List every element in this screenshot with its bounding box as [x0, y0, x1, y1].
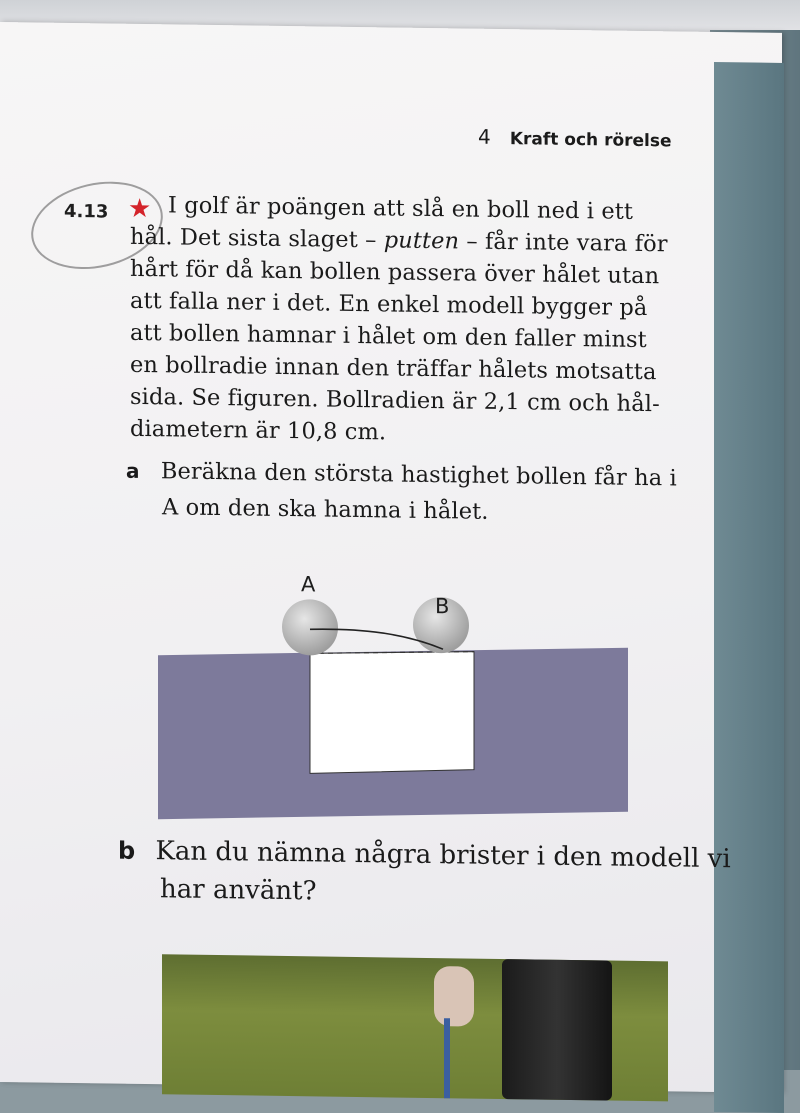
problem-line-2: hål. Det sista slaget – putten – får inte vara för: [130, 223, 668, 258]
chapter-number: 4: [478, 124, 491, 149]
part-a-label: a: [126, 458, 140, 483]
chapter-title: Kraft och rörelse: [509, 129, 672, 152]
problem-line-4: att falla ner i det. En enkel modell bygger på: [130, 287, 648, 322]
hole: [310, 649, 474, 775]
golf-club: [444, 1018, 450, 1098]
page-margin-band: [714, 62, 784, 1113]
golf-hole-figure: [158, 569, 628, 836]
problem-4-13: [60, 183, 710, 525]
label-a: A: [301, 572, 316, 597]
problem-number: 4.13: [64, 200, 109, 223]
part-a-line-1: a Beräkna den största hastighet bollen får ha i: [126, 458, 677, 492]
golfer-legs: [502, 959, 612, 1101]
label-b: B: [435, 594, 450, 619]
part-a-line-2: A om den ska hamna i hålet.: [162, 494, 489, 525]
part-b-line-2: har använt?: [160, 874, 317, 907]
golf-photo: [162, 954, 668, 1101]
problem-line-1: I golf är poängen att slå en boll ned i ett: [168, 192, 634, 225]
ball-a: [282, 599, 338, 656]
problem-line-6: en bollradie innan den träffar hålets motsatta: [130, 351, 657, 386]
term-putten: putten: [383, 227, 460, 255]
problem-line-8: diametern är 10,8 cm.: [130, 415, 387, 446]
page-header: [478, 125, 672, 152]
part-b-label: b: [118, 836, 136, 865]
part-b-line-1: b Kan du nämna några brister i den modell vi: [118, 836, 731, 875]
problem-line-3: hårt för då kan bollen passera över hålet utan: [130, 255, 660, 290]
golfer-hand: [434, 966, 474, 1027]
book-page: [0, 22, 782, 1093]
problem-line-5: att bollen hamnar i hålet om den faller minst: [130, 319, 647, 354]
problem-line-7: sida. Se figuren. Bollradien är 2,1 cm och hål-: [130, 383, 660, 418]
difficulty-star-icon: ★: [128, 193, 152, 225]
